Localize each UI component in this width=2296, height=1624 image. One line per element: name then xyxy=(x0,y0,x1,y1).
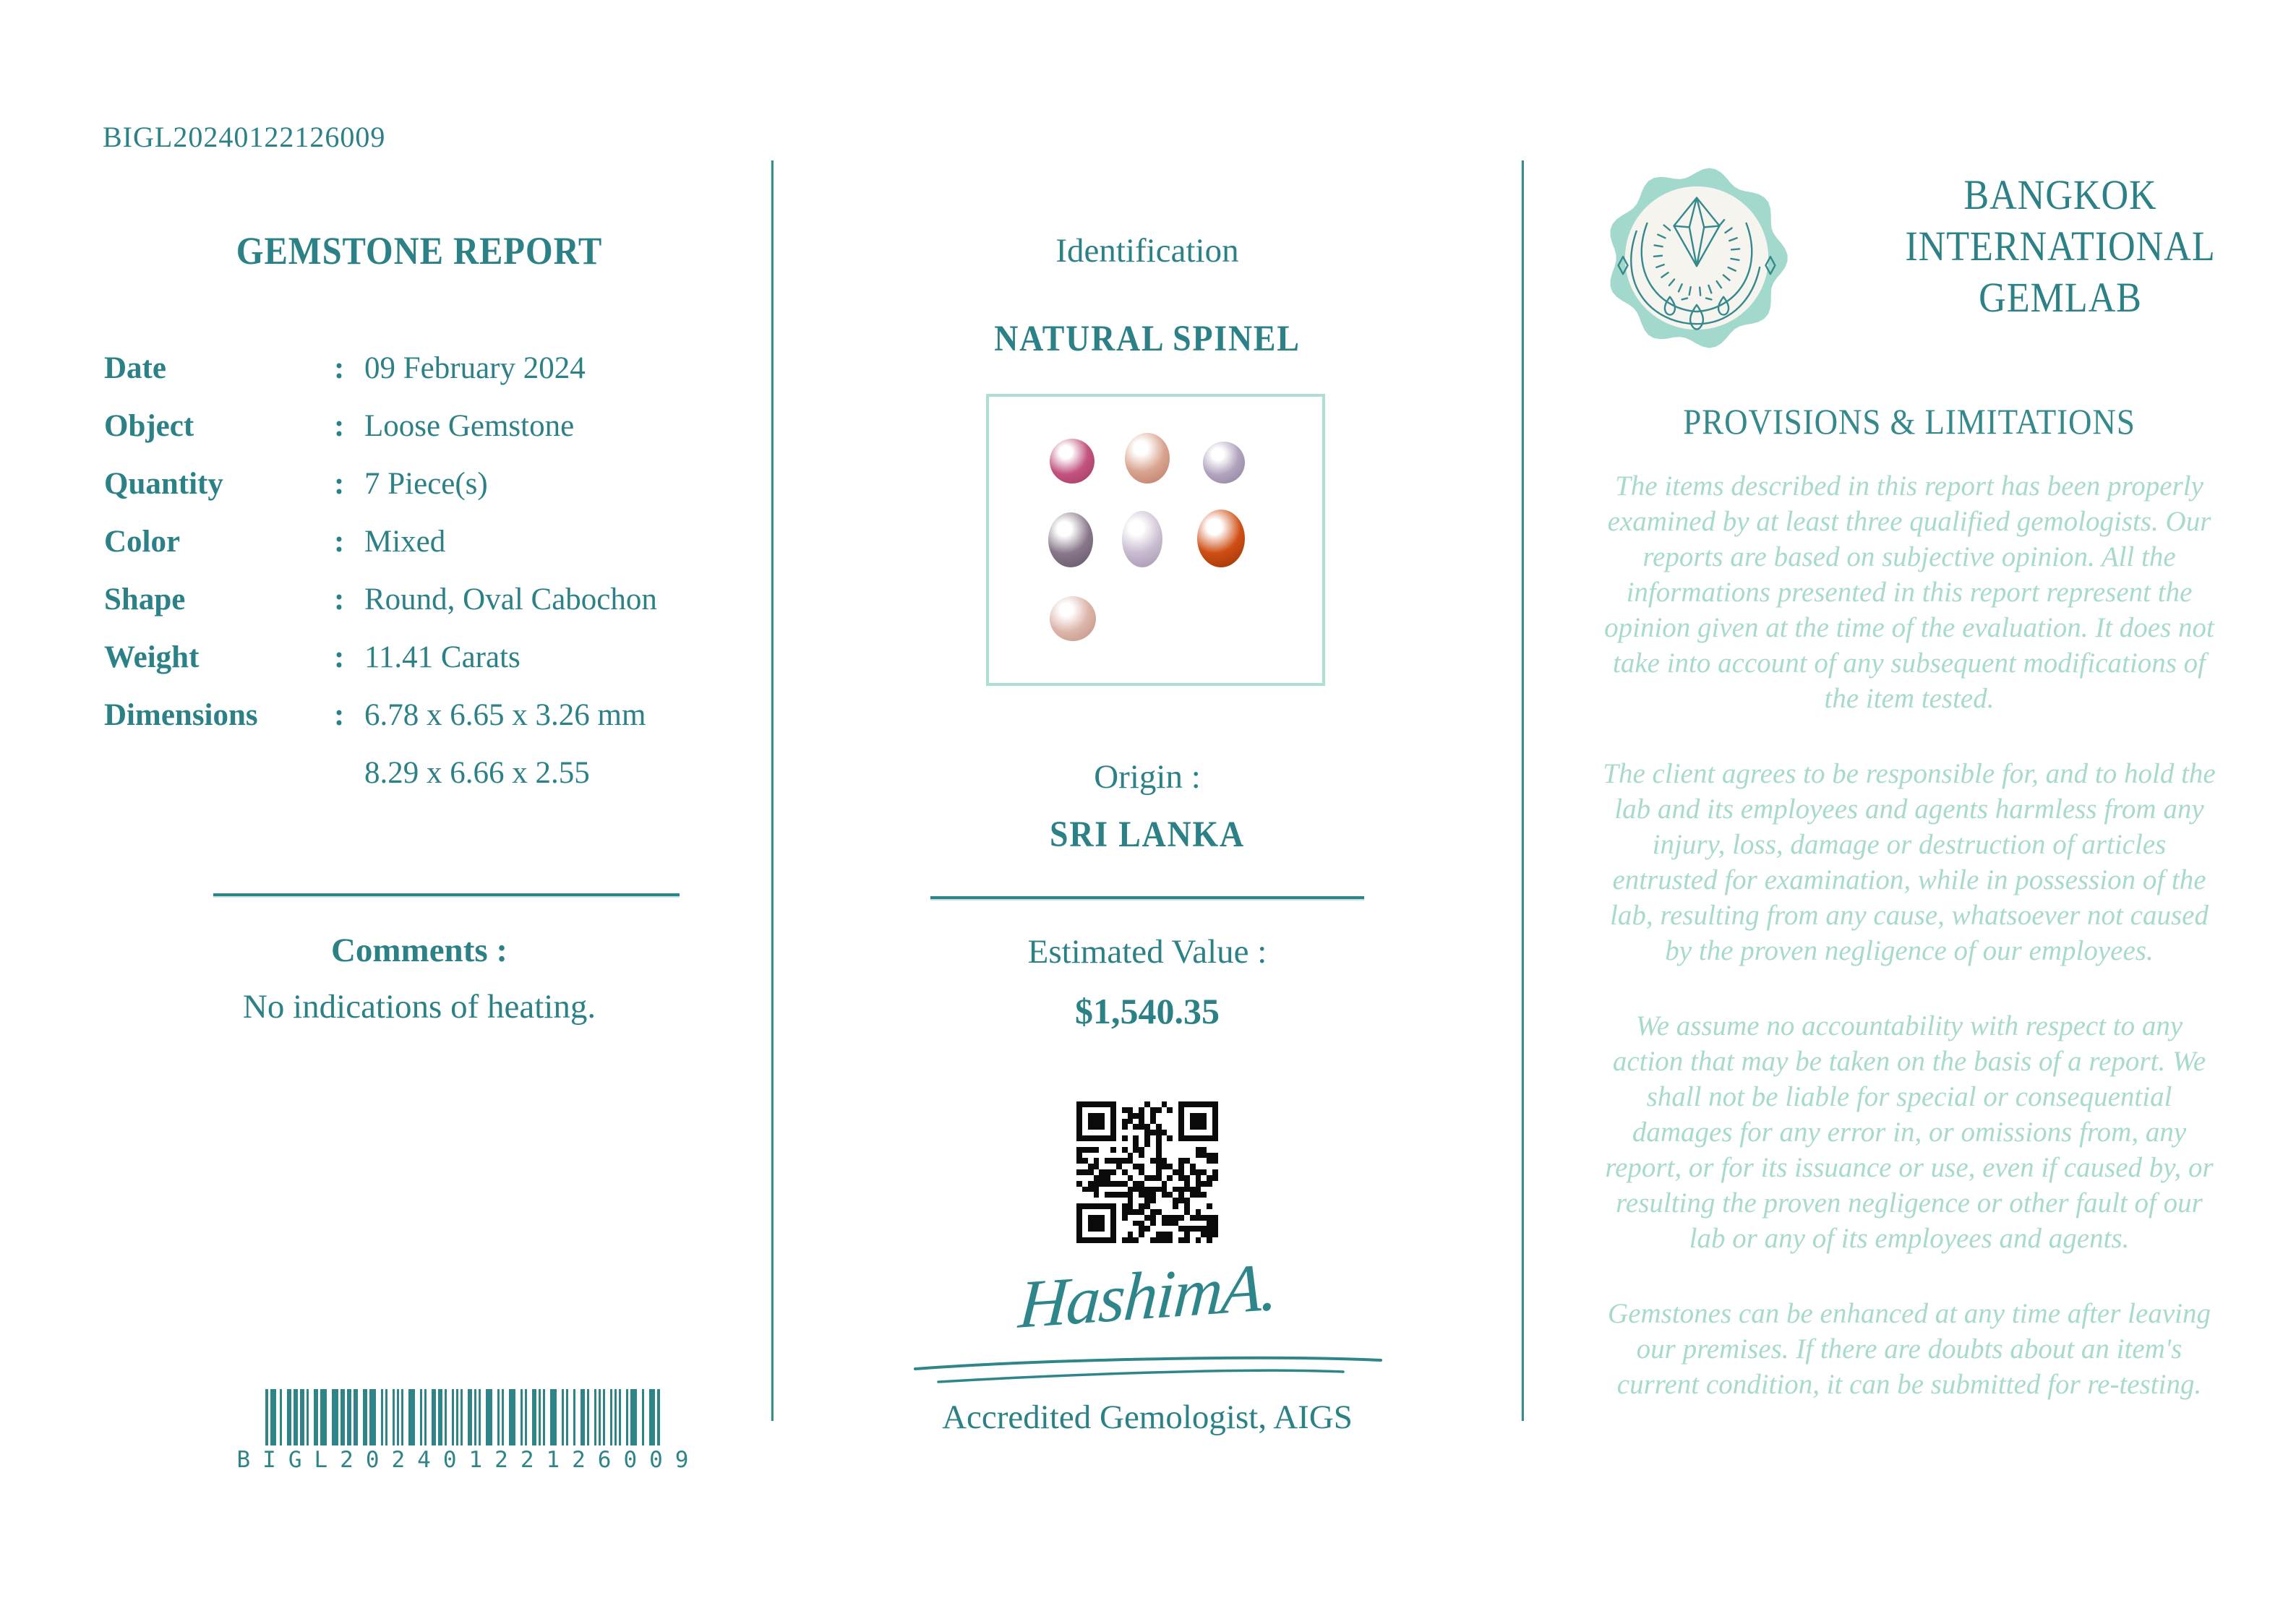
lab-name-line: INTERNATIONAL xyxy=(1905,223,2216,270)
barcode xyxy=(210,1389,716,1445)
field-label: Weight xyxy=(104,640,200,674)
field-colon: : xyxy=(334,698,345,732)
comments-divider xyxy=(213,893,680,898)
provisions-paragraph-3: We assume no accountability with respect to any action that may be taken on the basis of a report. We shall not be liable for special or consequential damages for any error in, or omissions from, any report, or for its issuance or use, even if caused by, or resulting the proven negligence or other fault of our lab or any of its employees and agents. xyxy=(1605,1010,2214,1254)
estimated-value: $1,540.35 xyxy=(1075,991,1220,1031)
value-divider xyxy=(930,896,1364,901)
field-colon: : xyxy=(334,525,345,559)
field-value: Mixed xyxy=(364,525,446,559)
field-value: Loose Gemstone xyxy=(364,409,575,443)
barcode-text: BIGL20240122126009 xyxy=(236,1447,701,1473)
lab-logo pendant-clock-emblem-icon xyxy=(1596,158,1797,358)
field-value: 09 February 2024 xyxy=(364,351,586,385)
field-label: Color xyxy=(104,525,181,559)
gemstone-7-round xyxy=(1050,596,1096,641)
comments-label: Comments : xyxy=(330,932,508,969)
provisions-paragraph-1: The items described in this report has been properly examined by at least three qualified gemologists. Our reports are based on subjective opinion. All the informations presented in this report represent the opinion given at the time of the evaluation. It does not take into account of any subsequent modifications of the item tested. xyxy=(1604,471,2214,714)
gemstone-6-oval xyxy=(1197,510,1245,567)
field-label: Quantity xyxy=(104,467,223,501)
lab-name xyxy=(1836,169,2284,323)
field-label: Date xyxy=(104,351,166,385)
gemologist-signature: HashimA. xyxy=(1016,1249,1280,1343)
field-row-color xyxy=(104,525,740,559)
field-colon: : xyxy=(334,351,345,385)
field-row-quantity xyxy=(104,467,740,502)
provisions-title: PROVISIONS & LIMITATIONS xyxy=(1683,401,2136,442)
field-label: Shape xyxy=(104,583,186,616)
provisions-text xyxy=(1598,468,2220,1442)
gemstone-1-round xyxy=(1050,439,1095,484)
lab-name-line: BANGKOK xyxy=(1963,171,2157,218)
field-value: 7 Piece(s) xyxy=(364,467,488,501)
field-value: 6.78 x 6.65 x 3.26 mm xyxy=(364,698,646,732)
gemstone-5-oval xyxy=(1122,511,1162,567)
comments-text: No indications of heating. xyxy=(242,988,596,1026)
report-number: BIGL20240122126009 xyxy=(103,121,386,153)
provisions-paragraph-2: The client agrees to be responsible for, and to hold the lab and its employees and agents harmless from any injury, loss, damage or destruction of articles entrusted for examination, while in possession of the lab, resulting from any cause, whatsoever not caused by the proven negligence of our employees. xyxy=(1603,758,2216,966)
field-row-shape xyxy=(104,583,740,617)
report-fields xyxy=(104,351,740,791)
origin-label: Origin : xyxy=(1094,758,1201,796)
gemstone-2-oval xyxy=(1125,433,1170,484)
field-row-date xyxy=(104,351,740,386)
identification-section-label: Identification xyxy=(1055,232,1239,270)
signature-flourish-icon xyxy=(909,1353,1387,1393)
species-name: NATURAL SPINEL xyxy=(994,319,1301,359)
gemstone-photo xyxy=(986,394,1325,686)
origin-value: SRI LANKA xyxy=(1050,815,1245,855)
field-row-object xyxy=(104,409,740,444)
field-label: Object xyxy=(104,409,194,443)
field-value: 11.41 Carats xyxy=(364,640,521,674)
field-colon: : xyxy=(334,640,345,674)
qr-code-icon xyxy=(1076,1101,1218,1243)
field-row-dimensions xyxy=(104,698,740,733)
field-value: Round, Oval Cabochon xyxy=(364,583,657,616)
gemstone-4-oval xyxy=(1048,512,1093,567)
field-row-weight xyxy=(104,640,740,675)
field-label: Dimensions xyxy=(104,698,258,732)
estimated-value-label: Estimated Value : xyxy=(1027,933,1267,971)
field-colon: : xyxy=(334,409,345,443)
signatory-title: Accredited Gemologist, AIGS xyxy=(942,1399,1353,1436)
logo-face xyxy=(1625,186,1768,330)
field-colon: : xyxy=(334,467,345,501)
report-title: GEMSTONE REPORT xyxy=(236,229,603,272)
field-value-dimensions-2: 8.29 x 6.66 x 2.55 xyxy=(364,756,590,790)
lab-name-line: GEMLAB xyxy=(1979,274,2142,321)
provisions-paragraph-4: Gemstones can be enhanced at any time after leaving our premises. If there are doubts about an item's current condition, it can be submitted for re-testing. xyxy=(1608,1298,2211,1400)
gemstone-3-round xyxy=(1203,442,1245,484)
field-colon: : xyxy=(334,583,345,616)
